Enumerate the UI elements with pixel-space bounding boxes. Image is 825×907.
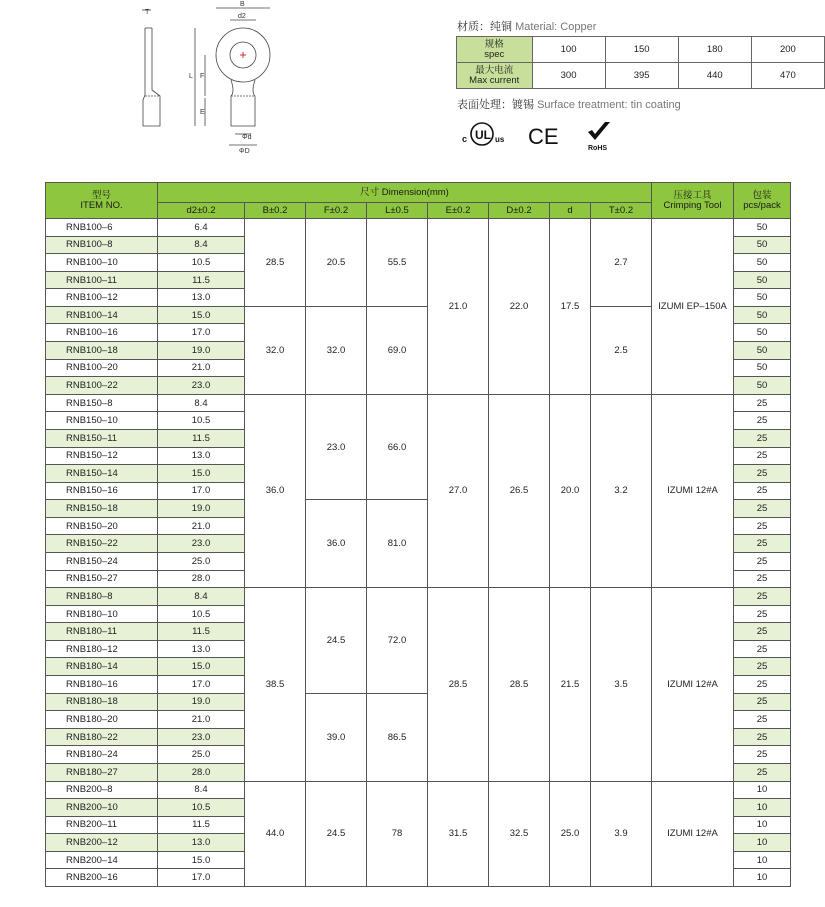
B-dimension-cell: 28.5 [245,219,306,307]
item-no-cell: RNB100–6 [46,219,158,237]
F-dimension-cell: 20.5 [306,219,367,307]
material-cn: 材质：纯铜 [457,21,512,33]
T-dimension-cell: 3.9 [591,781,652,886]
spec-value: 440 [678,63,751,89]
F-dimension-cell: 24.5 [306,781,367,886]
item-no-cell: RNB100–8 [46,236,158,254]
pack-qty-cell: 25 [734,500,791,518]
d2-cell: 13.0 [158,289,245,307]
d2-cell: 28.0 [158,763,245,781]
table-body [46,219,791,887]
pack-qty-cell: 25 [734,711,791,729]
item-no-cell: RNB180–16 [46,676,158,694]
d2-cell: 19.0 [158,342,245,360]
d2-cell: 19.0 [158,693,245,711]
pack-qty-cell: 50 [734,289,791,307]
d-dimension-cell: 21.5 [550,588,591,781]
F-dimension-cell: 23.0 [306,394,367,499]
item-no-cell: RNB150–10 [46,412,158,430]
pack-qty-cell: 25 [734,640,791,658]
crimping-tool-cell: IZUMI 12#A [652,588,734,781]
d2-cell: 25.0 [158,746,245,764]
header-dimension: 尺寸 Dimension(mm) [158,183,652,203]
item-no-cell: RNB180–8 [46,588,158,606]
F-dimension-cell: 39.0 [306,693,367,781]
spec-value: 100 [532,37,605,63]
L-dimension-cell: 66.0 [367,394,428,499]
material-en: Material: Copper [515,21,597,33]
d2-cell: 8.4 [158,394,245,412]
crimping-tool-cell: IZUMI 12#A [652,394,734,587]
pack-qty-cell: 25 [734,535,791,553]
pack-qty-cell: 25 [734,482,791,500]
d2-cell: 17.0 [158,324,245,342]
pack-qty-cell: 25 [734,728,791,746]
crimping-tool-cell: IZUMI EP–150A [652,219,734,395]
d2-cell: 11.5 [158,271,245,289]
pack-qty-cell: 50 [734,377,791,395]
pack-qty-cell: 50 [734,306,791,324]
spec-value: 180 [678,37,751,63]
d2-cell: 21.0 [158,359,245,377]
item-no-cell: RNB200–10 [46,799,158,817]
svg-text:c: c [462,134,468,144]
item-no-cell: RNB180–20 [46,711,158,729]
header-col-B: B±0.2 [245,203,306,219]
spec-value: 470 [751,63,824,89]
d2-cell: 23.0 [158,728,245,746]
E-dimension-cell: 27.0 [428,394,489,587]
item-no-cell: RNB100–22 [46,377,158,395]
F-dimension-cell: 36.0 [306,500,367,588]
pack-qty-cell: 50 [734,359,791,377]
d2-cell: 19.0 [158,500,245,518]
E-dimension-cell: 28.5 [428,588,489,781]
pack-qty-cell: 25 [734,394,791,412]
item-no-cell: RNB100–18 [46,342,158,360]
dim-D-label: ΦD [239,148,250,155]
top-view [195,8,270,145]
center-mark [240,52,246,58]
item-no-cell: RNB200–16 [46,869,158,887]
spec-value: 395 [605,63,678,89]
pack-qty-cell: 25 [734,465,791,483]
d2-cell: 10.5 [158,412,245,430]
spec-value: 200 [751,37,824,63]
spec-row-label: 规格 spec [457,37,533,63]
side-view [142,10,160,126]
dim-L-label: L [189,73,193,80]
item-no-cell: RNB100–20 [46,359,158,377]
crimping-tool-cell: IZUMI 12#A [652,781,734,886]
L-dimension-cell: 72.0 [367,588,428,693]
d2-cell: 17.0 [158,676,245,694]
d2-cell: 10.5 [158,605,245,623]
d2-cell: 10.5 [158,799,245,817]
B-dimension-cell: 36.0 [245,394,306,587]
dim-T-label: T [145,9,150,16]
d-dimension-cell: 20.0 [550,394,591,587]
d2-cell: 11.5 [158,623,245,641]
d2-cell: 25.0 [158,552,245,570]
header-col-d: d [550,203,591,219]
header-col-F: F±0.2 [306,203,367,219]
d2-cell: 13.0 [158,447,245,465]
d2-cell: 8.4 [158,236,245,254]
d2-cell: 8.4 [158,588,245,606]
item-no-cell: RNB100–16 [46,324,158,342]
spec-row [457,37,825,63]
D-dimension-cell: 26.5 [489,394,550,587]
pack-qty-cell: 25 [734,763,791,781]
item-no-cell: RNB180–12 [46,640,158,658]
pack-qty-cell: 10 [734,799,791,817]
d2-cell: 13.0 [158,834,245,852]
d-dimension-cell: 25.0 [550,781,591,886]
item-no-cell: RNB180–14 [46,658,158,676]
d2-cell: 17.0 [158,482,245,500]
ce-mark-icon [528,124,559,149]
L-dimension-cell: 78 [367,781,428,886]
rohs-mark-icon [588,122,610,152]
pack-qty-cell: 50 [734,254,791,272]
L-dimension-cell: 55.5 [367,219,428,307]
product-table [45,182,791,887]
pack-qty-cell: 10 [734,816,791,834]
pack-qty-cell: 50 [734,324,791,342]
item-no-cell: RNB100–12 [46,289,158,307]
item-no-cell: RNB150–11 [46,429,158,447]
D-dimension-cell: 32.5 [489,781,550,886]
item-no-cell: RNB200–8 [46,781,158,799]
d2-cell: 17.0 [158,869,245,887]
spec-value: 150 [605,37,678,63]
item-no-cell: RNB150–12 [46,447,158,465]
d2-cell: 23.0 [158,377,245,395]
header-col-L: L±0.5 [367,203,428,219]
E-dimension-cell: 31.5 [428,781,489,886]
pack-qty-cell: 25 [734,552,791,570]
L-dimension-cell: 81.0 [367,500,428,588]
item-no-cell: RNB180–24 [46,746,158,764]
header-col-T: T±0.2 [591,203,652,219]
pack-qty-cell: 25 [734,623,791,641]
d2-cell: 23.0 [158,535,245,553]
pack-qty-cell: 25 [734,412,791,430]
item-no-cell: RNB100–10 [46,254,158,272]
pack-qty-cell: 25 [734,429,791,447]
pack-qty-cell: 50 [734,271,791,289]
d2-cell: 15.0 [158,851,245,869]
item-no-cell: RNB200–14 [46,851,158,869]
D-dimension-cell: 22.0 [489,219,550,395]
item-no-cell: RNB150–27 [46,570,158,588]
d2-cell: 11.5 [158,429,245,447]
item-no-cell: RNB150–18 [46,500,158,518]
d2-cell: 15.0 [158,306,245,324]
pack-qty-cell: 25 [734,746,791,764]
spec-row-label: 最大电流 Max current [457,63,533,89]
dim-E-label: E [200,109,205,116]
T-dimension-cell: 2.5 [591,306,652,394]
table-row [46,394,791,412]
F-dimension-cell: 32.0 [306,306,367,394]
pack-qty-cell: 10 [734,781,791,799]
d2-cell: 8.4 [158,781,245,799]
spec-table [456,36,825,89]
d2-cell: 21.0 [158,711,245,729]
item-no-cell: RNB200–11 [46,816,158,834]
surface-cn: 表面处理：镀锡 [457,99,534,111]
item-no-cell: RNB150–20 [46,517,158,535]
svg-text:CE: CE [528,124,559,149]
surface-line [457,96,681,112]
item-no-cell: RNB200–12 [46,834,158,852]
table-row [46,781,791,799]
item-no-cell: RNB150–22 [46,535,158,553]
pack-qty-cell: 50 [734,236,791,254]
pack-qty-cell: 25 [734,693,791,711]
dim-d2-label: d2 [238,13,246,20]
item-no-cell: RNB180–11 [46,623,158,641]
E-dimension-cell: 21.0 [428,219,489,395]
pack-qty-cell: 25 [734,588,791,606]
ul-mark-icon [462,123,505,145]
T-dimension-cell: 3.2 [591,394,652,587]
surface-en: Surface treatment: tin coating [537,99,681,111]
L-dimension-cell: 69.0 [367,306,428,394]
d2-cell: 21.0 [158,517,245,535]
d2-cell: 15.0 [158,465,245,483]
pack-qty-cell: 10 [734,851,791,869]
pack-qty-cell: 10 [734,834,791,852]
header-item-no: 型号 ITEM NO. [46,183,158,219]
pack-qty-cell: 25 [734,658,791,676]
svg-text:RoHS: RoHS [588,145,608,152]
header-crimping-tool: 压接工具 Crimping Tool [652,183,734,219]
header-col-E: E±0.2 [428,203,489,219]
D-dimension-cell: 28.5 [489,588,550,781]
dim-B-label: B [240,1,245,8]
T-dimension-cell: 3.5 [591,588,652,781]
header-col-D: D±0.2 [489,203,550,219]
table-row [46,219,791,237]
d2-cell: 6.4 [158,219,245,237]
pack-qty-cell: 25 [734,676,791,694]
item-no-cell: RNB150–8 [46,394,158,412]
item-no-cell: RNB150–16 [46,482,158,500]
B-dimension-cell: 32.0 [245,306,306,394]
d-dimension-cell: 17.5 [550,219,591,395]
d2-cell: 11.5 [158,816,245,834]
pack-qty-cell: 25 [734,517,791,535]
d2-cell: 10.5 [158,254,245,272]
spec-row [457,63,825,89]
pack-qty-cell: 50 [734,219,791,237]
header-col-d2: d2±0.2 [158,203,245,219]
table-row [46,588,791,606]
F-dimension-cell: 24.5 [306,588,367,693]
B-dimension-cell: 44.0 [245,781,306,886]
pack-qty-cell: 10 [734,869,791,887]
dim-F-label: F [200,73,205,80]
item-no-cell: RNB180–18 [46,693,158,711]
pack-qty-cell: 25 [734,570,791,588]
item-no-cell: RNB150–24 [46,552,158,570]
item-no-cell: RNB180–10 [46,605,158,623]
certification-marks [460,120,620,152]
spec-value: 300 [532,63,605,89]
item-no-cell: RNB100–14 [46,306,158,324]
terminal-drawing [125,0,275,160]
material-line [457,18,596,34]
item-no-cell: RNB180–22 [46,728,158,746]
svg-text:us: us [495,135,505,144]
T-dimension-cell: 2.7 [591,219,652,307]
header-pack: 包装 pcs/pack [734,183,791,219]
d2-cell: 28.0 [158,570,245,588]
dim-d-label: Φd [242,134,252,141]
pack-qty-cell: 25 [734,447,791,465]
pack-qty-cell: 25 [734,605,791,623]
L-dimension-cell: 86.5 [367,693,428,781]
d2-cell: 15.0 [158,658,245,676]
pack-qty-cell: 50 [734,342,791,360]
B-dimension-cell: 38.5 [245,588,306,781]
item-no-cell: RNB150–14 [46,465,158,483]
d2-cell: 13.0 [158,640,245,658]
item-no-cell: RNB100–11 [46,271,158,289]
item-no-cell: RNB180–27 [46,763,158,781]
svg-text:UL: UL [475,128,491,142]
